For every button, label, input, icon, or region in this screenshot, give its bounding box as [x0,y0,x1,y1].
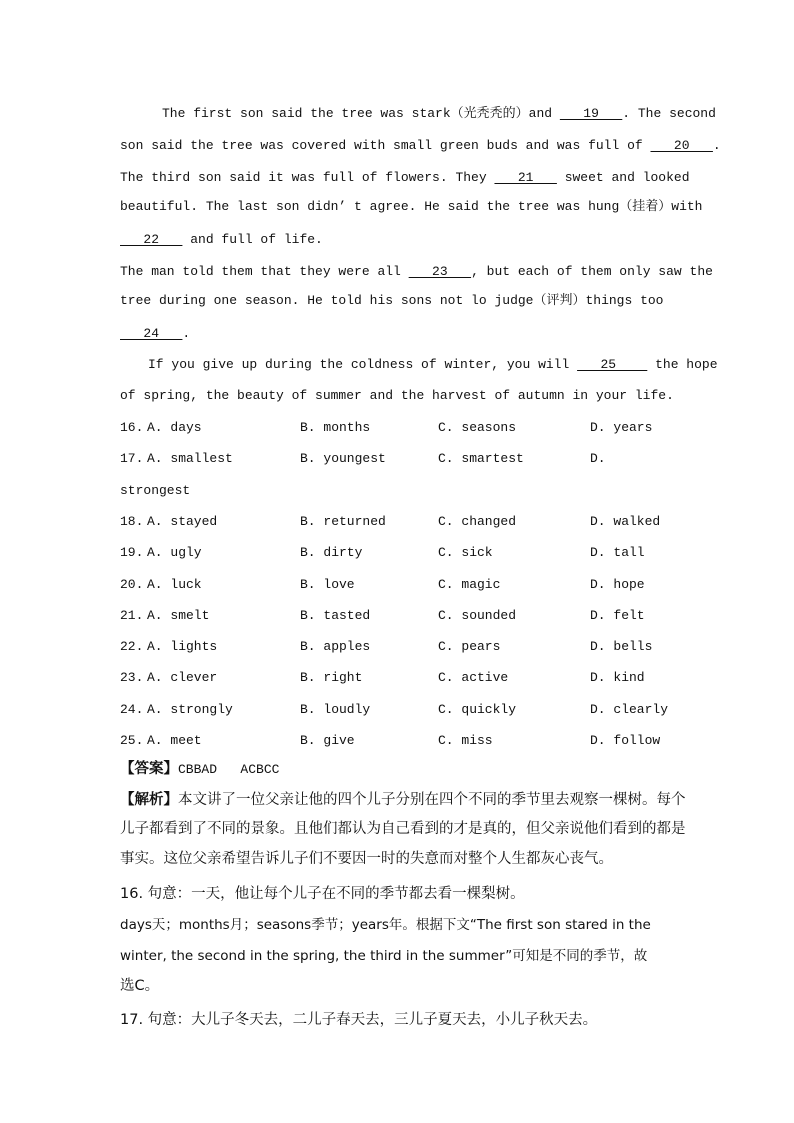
passage-line: beautiful. The last son didn’ t agree. He said the tree was hung（挂着）with [120,199,703,214]
analysis-line: 儿子都看到了不同的景象。且他们都认为自己看到的才是真的，但父亲说他们看到的都是 [120,821,686,837]
option-a: A. ugly [147,545,202,560]
passage-text: . [712,138,721,153]
option-a: A. lights [147,639,218,654]
option-d: D. [590,451,606,466]
blank-24: 24 [120,326,183,341]
option-b: B. returned [300,514,386,529]
analysis-line [120,791,686,809]
option-a: A. meet [147,733,202,748]
option-c: C. sounded [438,608,517,623]
analysis-line: 事实。这位父亲希望告诉儿子们不要因一时的失意而对整个人生都灰心丧气。 [120,851,613,867]
analysis-line: 选C。 [120,978,160,994]
option-b: B. apples [300,639,371,654]
analysis-q16: 16. 句意：一天，他让每个儿子在不同的季节都去看一棵梨树。 [120,886,525,902]
passage-line [120,138,721,154]
option-number: 20. [120,577,144,592]
passage-line [120,170,690,186]
option-c: C. seasons [438,420,517,435]
option-d: D. hope [590,577,645,592]
answer-line [120,760,680,779]
passage-line [120,264,713,280]
option-d: D. years [590,420,653,435]
analysis-q17: 17. 句意：大儿子冬天去，二儿子春天去，三儿子夏天去，小儿子秋天去。 [120,1012,598,1028]
option-c: C. quickly [438,702,517,717]
passage-line [148,357,718,373]
option-number: 16. [120,420,144,435]
option-number: 21. [120,608,144,623]
option-d: D. tall [590,545,645,560]
passage-line [120,326,680,342]
option-b: B. give [300,733,355,748]
option-a: A. smallest [147,451,233,466]
analysis-label: 【解析】 [120,792,178,808]
option-d: D. follow [590,733,661,748]
passage-text: sweet and looked [556,170,690,185]
option-a: A. days [147,420,202,435]
option-b: B. youngest [300,451,386,466]
blank-21: 21 [494,170,557,185]
blank-22: 22 [120,232,183,247]
option-a: A. clever [147,670,218,685]
blank-23: 23 [408,264,472,279]
option-c: C. pears [438,639,501,654]
passage-text: The first son said the tree was stark（光秃秃的）and [162,106,560,121]
passage-text: If you give up during the coldness of winter, you will [148,357,578,372]
analysis-line: days天；months月；seasons季节；years年。根据下文“The first son stared in the [120,917,651,933]
option-d: D. bells [590,639,653,654]
option-d: D. walked [590,514,661,529]
option-c: C. sick [438,545,493,560]
passage-line [162,106,722,122]
blank-25: 25 [577,357,648,372]
passage-text: . The second [622,106,716,121]
passage-text: The man told them that they were all [120,264,409,279]
passage-text: , but each of them only saw the [471,264,713,279]
option-d: D. clearly [590,702,669,717]
option-c: C. smartest [438,451,524,466]
option-number: 18. [120,514,144,529]
option-a: A. strongly [147,702,233,717]
option-d-wrap: strongest [120,483,191,498]
option-number: 24. [120,702,144,717]
analysis-line: winter, the second in the spring, the third in the summer”可知是不同的季节，故 [120,948,648,964]
option-b: B. tasted [300,608,371,623]
blank-20: 20 [650,138,713,153]
option-c: C. active [438,670,509,685]
analysis-text: 本文讲了一位父亲让他的四个儿子分别在四个不同的季节里去观察一棵树。每个 [178,792,686,808]
blank-19: 19 [559,106,623,121]
option-c: C. miss [438,733,493,748]
option-c: C. magic [438,577,501,592]
passage-text: son said the tree was covered with small green buds and was full of [120,138,651,153]
passage-line [120,232,680,248]
passage-text: and full of life. [182,232,323,247]
option-a: A. luck [147,577,202,592]
passage-text: the hope [647,357,718,372]
option-b: B. loudly [300,702,371,717]
option-c: C. changed [438,514,517,529]
option-number: 19. [120,545,144,560]
option-b: B. dirty [300,545,363,560]
option-a: A. stayed [147,514,218,529]
option-number: 25. [120,733,144,748]
passage-line: of spring, the beauty of summer and the harvest of autumn in your life. [120,388,674,403]
option-d: D. kind [590,670,645,685]
passage-line: tree during one season. He told his sons not lo judge（评判）things too [120,293,664,308]
option-b: B. months [300,420,371,435]
passage-text: The third son said it was full of flowers. They [120,170,495,185]
option-number: 22. [120,639,144,654]
option-b: B. right [300,670,363,685]
option-number: 17. [120,451,144,466]
passage-text: . [182,326,191,341]
option-b: B. love [300,577,355,592]
option-number: 23. [120,670,144,685]
option-d: D. felt [590,608,645,623]
answer-value: CBBAD ACBCC [178,762,280,777]
option-a: A. smelt [147,608,210,623]
answer-label: 【答案】 [120,761,178,777]
